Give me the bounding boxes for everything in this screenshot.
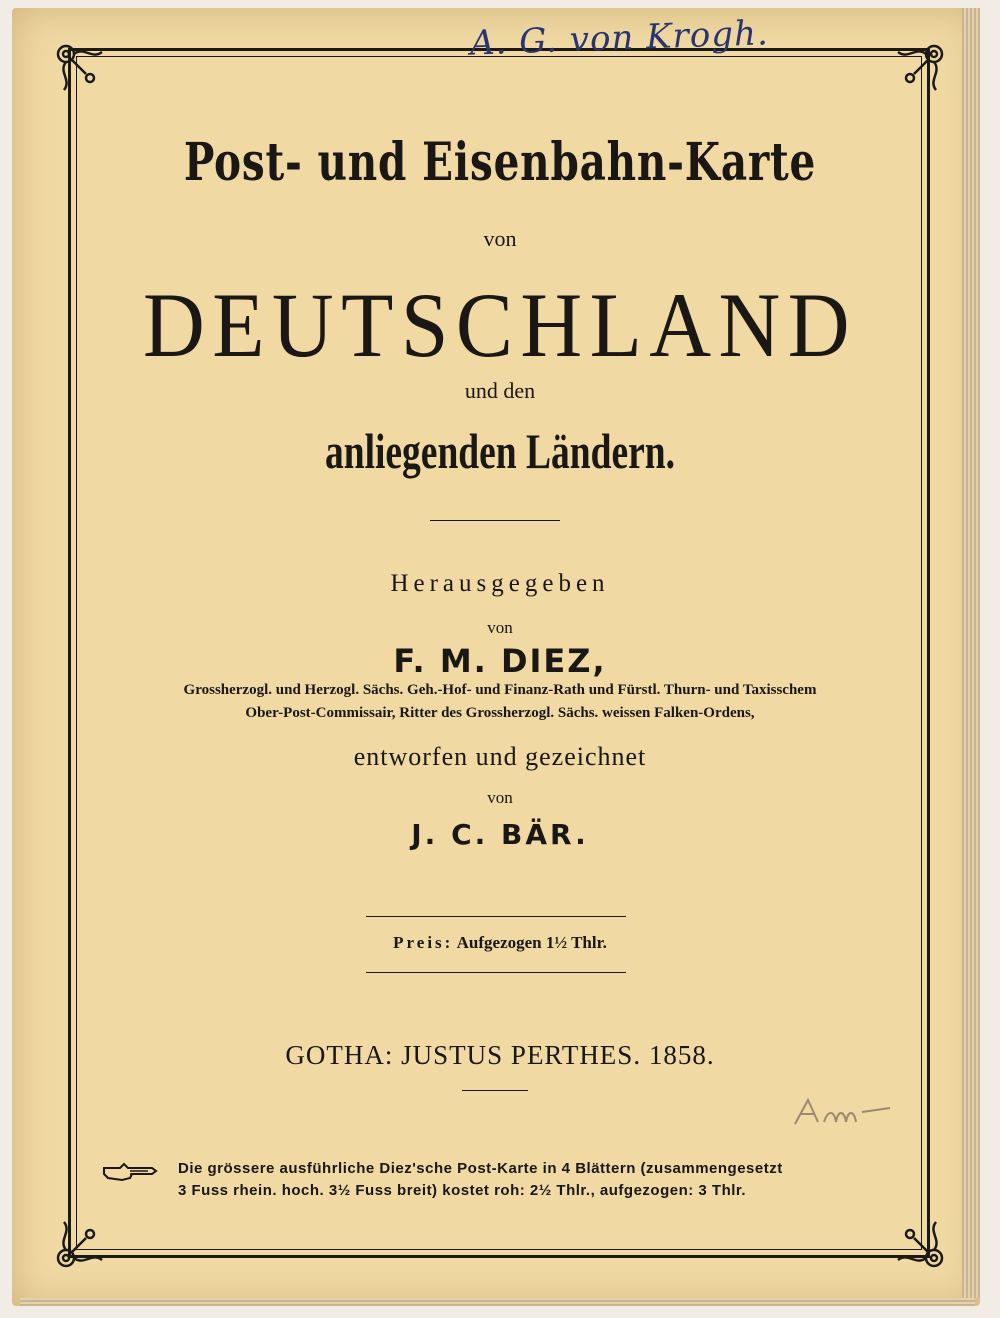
price-label: Preis:: [393, 933, 454, 952]
divider-rule: [366, 916, 626, 917]
editor-description-line: Ober-Post-Commissair, Ritter des Grossherzogl. Sächs. weissen Falken-Ordens,: [245, 705, 755, 721]
ornament-corner-icon: [52, 1210, 114, 1272]
von-text: von: [483, 226, 517, 251]
ornament-corner-icon: [886, 1210, 948, 1272]
von-text: von: [487, 788, 513, 807]
footnote-line: Die grössere ausführliche Diez'sche Post-Karte in 4 Blättern (zusammengesetzt: [178, 1160, 783, 1177]
cartographer-name: J. C. BÄR.: [411, 818, 589, 851]
divider-rule: [366, 972, 626, 973]
von-text: von: [487, 618, 513, 637]
entworfen-text: entworfen und gezeichnet: [353, 742, 647, 771]
publisher-line: GOTHA: JUSTUS PERTHES. 1858.: [285, 1040, 715, 1070]
ornament-corner-icon: [52, 40, 114, 102]
country-title: DEUTSCHLAND: [142, 274, 858, 376]
ornament-corner-icon: [886, 40, 948, 102]
main-title: Post- und Eisenbahn-Karte: [183, 132, 817, 193]
und-den-text: und den: [464, 378, 536, 403]
pencil-note: [790, 1092, 900, 1132]
price-line: [0, 933, 1000, 953]
pencil-scribble-icon: [790, 1092, 900, 1132]
divider-rule: [430, 520, 560, 521]
price-value: Aufgezogen 1½ Thlr.: [456, 933, 607, 952]
pointing-hand-icon: [100, 1160, 160, 1184]
editor-description-line: Grossherzogl. und Herzogl. Sächs. Geh.-Hof- und Finanz-Rath und Fürstl. Thurn- und Taxisschem: [183, 682, 817, 698]
cover-edge-bottom: [20, 1298, 975, 1306]
owner-signature: A. G. von Krogh.: [469, 13, 770, 64]
editor-name: F. M. DIEZ,: [393, 642, 607, 680]
subtitle: anliegenden Ländern.: [324, 423, 676, 479]
divider-rule: [462, 1090, 528, 1091]
herausgegeben-text: Herausgegeben: [390, 570, 610, 597]
footnote-line: 3 Fuss rhein. hoch. 3½ Fuss breit) kostet roh: 2½ Thlr., aufgezogen: 3 Thlr.: [178, 1182, 747, 1199]
